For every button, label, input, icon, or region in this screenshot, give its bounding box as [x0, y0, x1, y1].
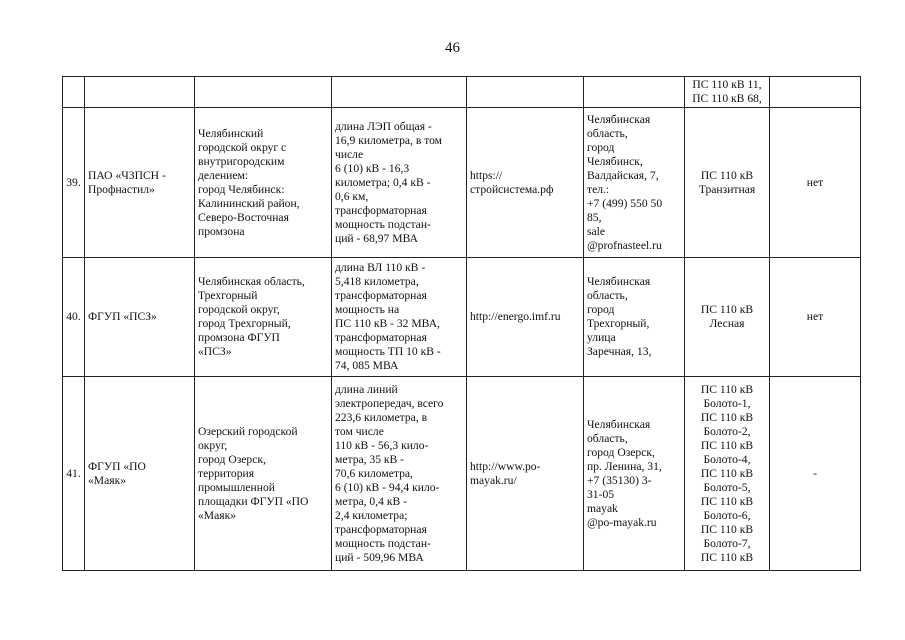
- cell-substations: ПС 110 кВ Транзитная: [685, 108, 770, 258]
- table-row: [63, 108, 861, 258]
- cell-substations: ПС 110 кВ Болото-1, ПС 110 кВ Болото-2, ПС 110 кВ Болото-4, ПС 110 кВ Болото-5, ПС 110 кВ Болото-6, ПС 110 кВ Болото-7, ПС 110 кВ: [685, 377, 770, 571]
- cell-site: https:// стройсистема.рф: [467, 108, 584, 258]
- cell-territory: Озерский городской округ, город Озерск, территория промышленной площадки ФГУП «ПО «Маяк»: [195, 377, 332, 571]
- cell-last: нет: [770, 258, 861, 377]
- cell-territory: [195, 77, 332, 108]
- cell-address: Челябинская область, город Челябинск, Валдайская, 7, тел.: +7 (499) 550 50 85, sale @profnasteel.ru: [584, 108, 685, 258]
- cell-last: [770, 77, 861, 108]
- cell-substations: ПС 110 кВ Лесная: [685, 258, 770, 377]
- cell-num: 41.: [63, 377, 85, 571]
- page-number: 46: [445, 40, 460, 56]
- cell-territory: Челябинский городской округ с внутригородским делением: город Челябинск: Калининский район, Северо-Восточная промзона: [195, 108, 332, 258]
- cell-site: [467, 77, 584, 108]
- cell-network: длина ЛЭП общая - 16,9 километра, в том числе 6 (10) кВ - 16,3 километра; 0,4 кВ - 0,6 км, трансформаторная мощность подстан- ций - 68,97 МВА: [332, 108, 467, 258]
- cell-num: [63, 77, 85, 108]
- cell-org: ПАО «ЧЗПСН - Профнастил»: [85, 108, 195, 258]
- cell-site: http://energo.imf.ru: [467, 258, 584, 377]
- cell-network: длина линий электропередач, всего 223,6 километра, в том числе 110 кВ - 56,3 кило- метра, 35 кВ - 70,6 километра, 6 (10) кВ - 94,4 кило- метра, 0,4 кВ - 2,4 километра; трансформаторная мощность подстан- ций - 509,96 МВА: [332, 377, 467, 571]
- data-table: [62, 76, 861, 571]
- table-row-continuation: [63, 77, 861, 108]
- cell-site: http://www.po- mayak.ru/: [467, 377, 584, 571]
- cell-last: нет: [770, 108, 861, 258]
- cell-substations: ПС 110 кВ 11, ПС 110 кВ 68,: [685, 77, 770, 108]
- cell-territory: Челябинская область, Трехгорный городской округ, город Трехгорный, промзона ФГУП «ПСЗ»: [195, 258, 332, 377]
- cell-network: [332, 77, 467, 108]
- cell-org: [85, 77, 195, 108]
- cell-network: длина ВЛ 110 кВ - 5,418 километра, трансформаторная мощность на ПС 110 кВ - 32 МВА, трансформаторная мощность ТП 10 кВ - 74, 085 МВА: [332, 258, 467, 377]
- cell-org: ФГУП «ПО «Маяк»: [85, 377, 195, 571]
- cell-address: Челябинская область, город Озерск, пр. Ленина, 31, +7 (35130) 3- 31-05 mayak @po-mayak.ru: [584, 377, 685, 571]
- cell-address: [584, 77, 685, 108]
- cell-org: ФГУП «ПСЗ»: [85, 258, 195, 377]
- cell-address: Челябинская область, город Трехгорный, улица Заречная, 13,: [584, 258, 685, 377]
- cell-num: 39.: [63, 108, 85, 258]
- cell-num: 40.: [63, 258, 85, 377]
- cell-last: -: [770, 377, 861, 571]
- table-row: [63, 258, 861, 377]
- table-row: [63, 377, 861, 571]
